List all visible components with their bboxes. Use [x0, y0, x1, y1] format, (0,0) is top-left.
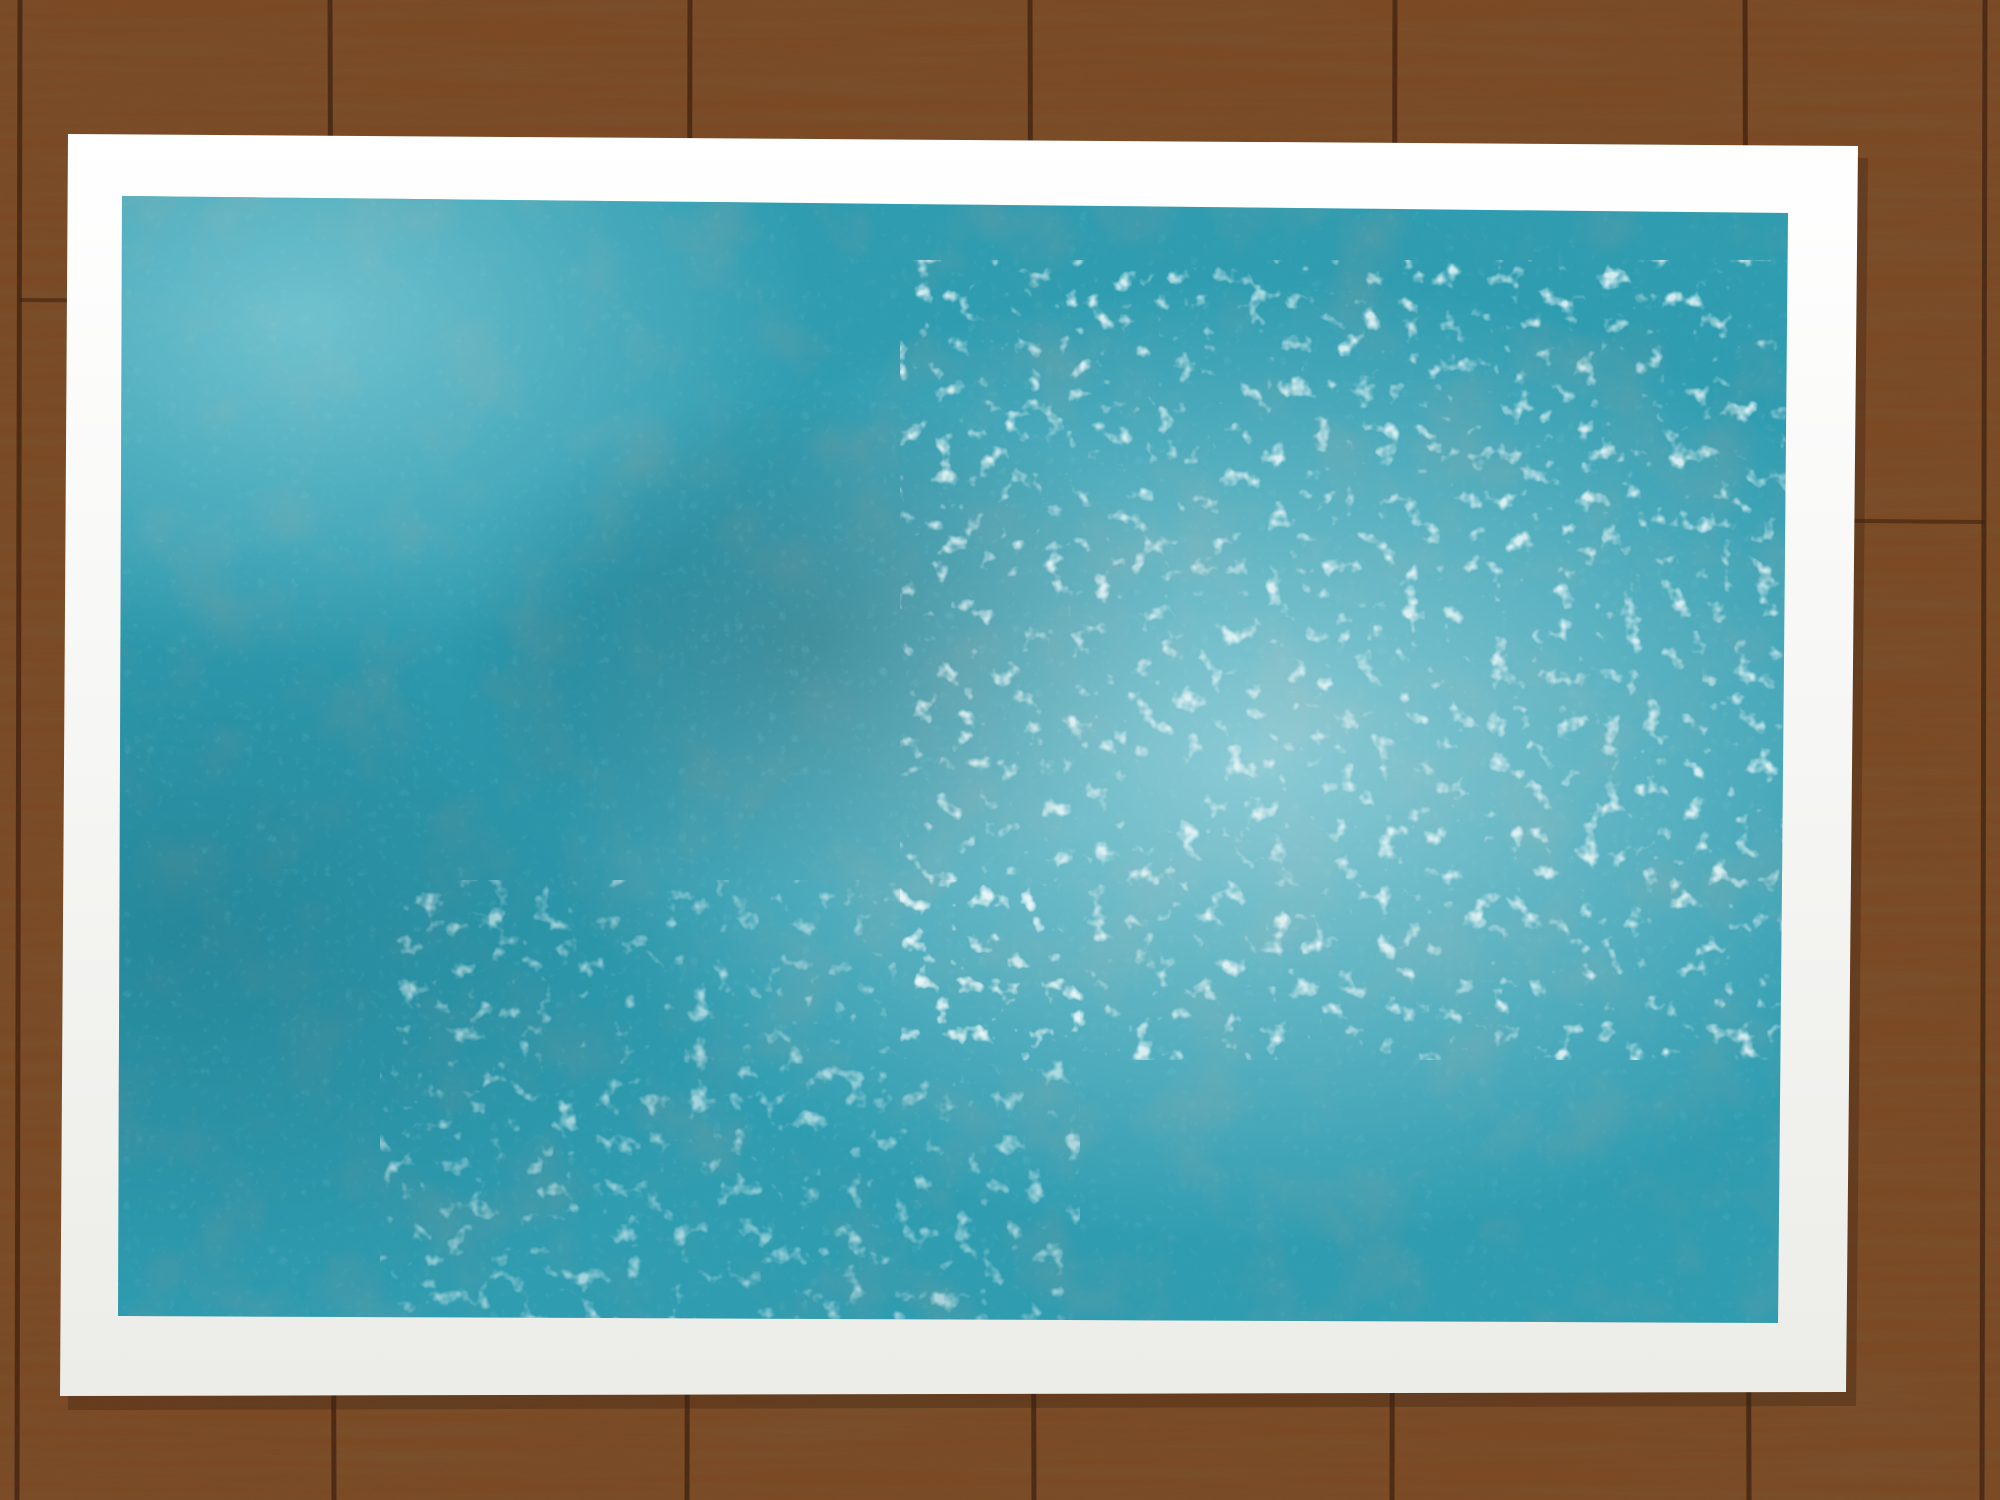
watercolor-painting [100, 180, 1810, 1340]
floor-board-seam [17, 0, 20, 1500]
floor-board-seam [1982, 0, 1985, 1500]
